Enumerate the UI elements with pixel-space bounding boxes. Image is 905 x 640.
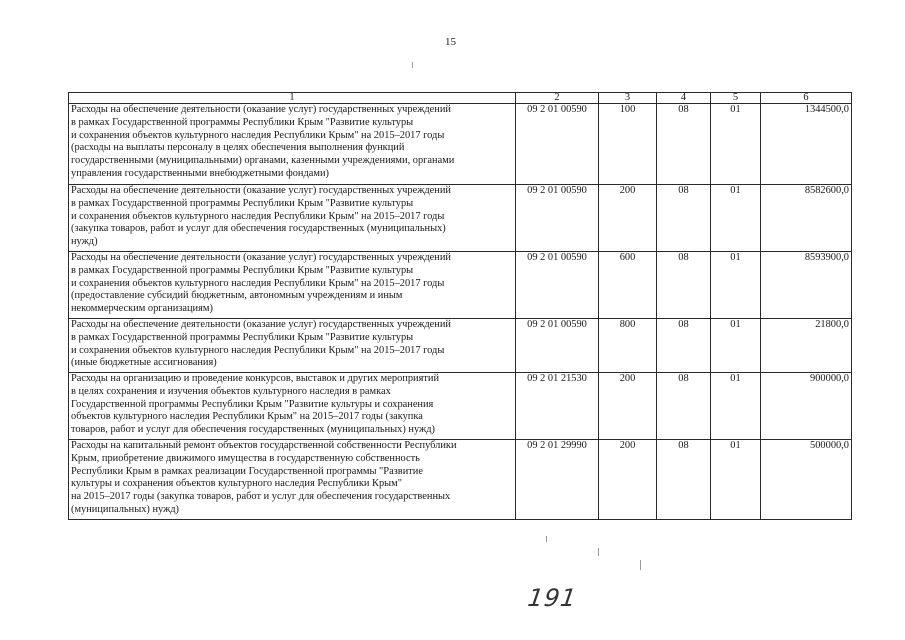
description-line: некоммерческим организациям) [71, 303, 213, 315]
row-target-code: 09 2 01 29990 [516, 440, 599, 520]
description-line: и сохранения объектов культурного наследия Республики Крым" на 2015–2017 годы [71, 129, 445, 141]
row-expense-type: 200 [599, 185, 657, 252]
row-subsection: 01 [711, 373, 761, 440]
column-header-code: 2 [516, 93, 599, 104]
description-line: Расходы на обеспечение деятельности (оказание услуг) государственных учреждений [71, 319, 451, 330]
table-row [69, 252, 852, 319]
description-line: культуры и сохранения объектов культурного наследия Республики Крым" [71, 478, 402, 490]
row-subsection: 01 [711, 104, 761, 185]
row-amount: 500000,0 [761, 440, 852, 520]
description-line: товаров, работ и услуг для обеспечения государственных (муниципальных) нужд) [71, 424, 435, 436]
row-section: 08 [657, 252, 711, 319]
row-subsection: 01 [711, 185, 761, 252]
description-line: объектов культурного наследия Республики Крым" на 2015–2017 годы (закупка [71, 411, 423, 423]
row-description [69, 319, 516, 373]
description-line: и сохранения объектов культурного наследия Республики Крым" на 2015–2017 годы [71, 210, 445, 222]
table-row [69, 185, 852, 252]
description-line: и сохранения объектов культурного наследия Республики Крым" на 2015–2017 годы [71, 344, 445, 356]
row-description [69, 373, 516, 440]
description-line: (расходы на выплаты персоналу в целях обеспечения выполнения функций [71, 142, 405, 154]
table-row [69, 440, 852, 520]
row-expense-type: 200 [599, 373, 657, 440]
description-line: Крым, приобретение движимого имущества в государственную собственность [71, 452, 420, 464]
description-line: (закупка товаров, работ и услуг для обеспечения государственных (муниципальных) [71, 223, 446, 235]
row-target-code: 09 2 01 00590 [516, 252, 599, 319]
row-description [69, 440, 516, 520]
row-section: 08 [657, 373, 711, 440]
description-line: в рамках Государственной программы Республики Крым "Развитие культуры [71, 197, 414, 209]
row-target-code: 09 2 01 00590 [516, 104, 599, 185]
row-amount: 21800,0 [761, 319, 852, 373]
row-description [69, 252, 516, 319]
description-line: Расходы на обеспечение деятельности (оказание услуг) государственных учреждений [71, 104, 451, 115]
row-expense-type: 200 [599, 440, 657, 520]
row-section: 08 [657, 440, 711, 520]
row-subsection: 01 [711, 440, 761, 520]
description-line: Республики Крым в рамках реализации Государственной программы "Развитие [71, 465, 423, 477]
row-description [69, 104, 516, 185]
row-expense-type: 600 [599, 252, 657, 319]
description-line: на 2015–2017 годы (закупка товаров, работ и услуг для обеспечения государственных [71, 491, 451, 503]
description-line: государственными (муниципальными) органами, казенными учреждениями, органами [71, 155, 455, 167]
description-line: в рамках Государственной программы Республики Крым "Развитие культуры [71, 264, 414, 276]
description-line: в целях сохранения и изучения объектов культурного наследия в рамках [71, 385, 391, 397]
row-section: 08 [657, 104, 711, 185]
column-header-description: 1 [69, 93, 516, 104]
description-line: (предоставление субсидий бюджетным, автономным учреждениям и иным [71, 290, 403, 302]
scan-speck [598, 548, 599, 556]
description-line: в рамках Государственной программы Республики Крым "Развитие культуры [71, 331, 414, 343]
description-line: Расходы на организацию и проведение конкурсов, выставок и других мероприятий [71, 373, 440, 384]
row-target-code: 09 2 01 00590 [516, 319, 599, 373]
row-target-code: 09 2 01 00590 [516, 185, 599, 252]
row-section: 08 [657, 319, 711, 373]
table-body [69, 104, 852, 520]
description-line: в рамках Государственной программы Республики Крым "Развитие культуры [71, 116, 414, 128]
row-subsection: 01 [711, 319, 761, 373]
scan-speck [412, 62, 413, 68]
row-amount: 1344500,0 [761, 104, 852, 185]
scan-speck [640, 560, 641, 570]
description-line: (муниципальных) нужд) [71, 503, 180, 515]
description-line: и сохранения объектов культурного наследия Республики Крым" на 2015–2017 годы [71, 277, 445, 289]
description-line: (иные бюджетные ассигнования) [71, 357, 217, 369]
description-line: Государственной программы Республики Крым "Развитие культуры и сохранения [71, 398, 434, 410]
budget-table [68, 92, 852, 520]
row-target-code: 09 2 01 21530 [516, 373, 599, 440]
row-description [69, 185, 516, 252]
row-amount: 8582600,0 [761, 185, 852, 252]
row-subsection: 01 [711, 252, 761, 319]
description-line: Расходы на капитальный ремонт объектов государственной собственности Республики [71, 440, 457, 451]
description-line: управления государственными внебюджетными фондами) [71, 167, 329, 179]
page-number: 15 [445, 36, 456, 48]
column-header-amount: 6 [761, 93, 852, 104]
column-header-subsection: 5 [711, 93, 761, 104]
table-header-row [69, 93, 852, 104]
table-row [69, 104, 852, 185]
row-expense-type: 800 [599, 319, 657, 373]
table-row [69, 373, 852, 440]
description-line: нужд) [71, 236, 98, 248]
column-header-section: 4 [657, 93, 711, 104]
column-header-expense-type: 3 [599, 93, 657, 104]
row-section: 08 [657, 185, 711, 252]
row-expense-type: 100 [599, 104, 657, 185]
description-line: Расходы на обеспечение деятельности (оказание услуг) государственных учреждений [71, 252, 451, 263]
scan-speck [546, 536, 547, 542]
table-row [69, 319, 852, 373]
row-amount: 8593900,0 [761, 252, 852, 319]
handwritten-page-number: 191 [526, 584, 579, 612]
description-line: Расходы на обеспечение деятельности (оказание услуг) государственных учреждений [71, 185, 451, 196]
row-amount: 900000,0 [761, 373, 852, 440]
